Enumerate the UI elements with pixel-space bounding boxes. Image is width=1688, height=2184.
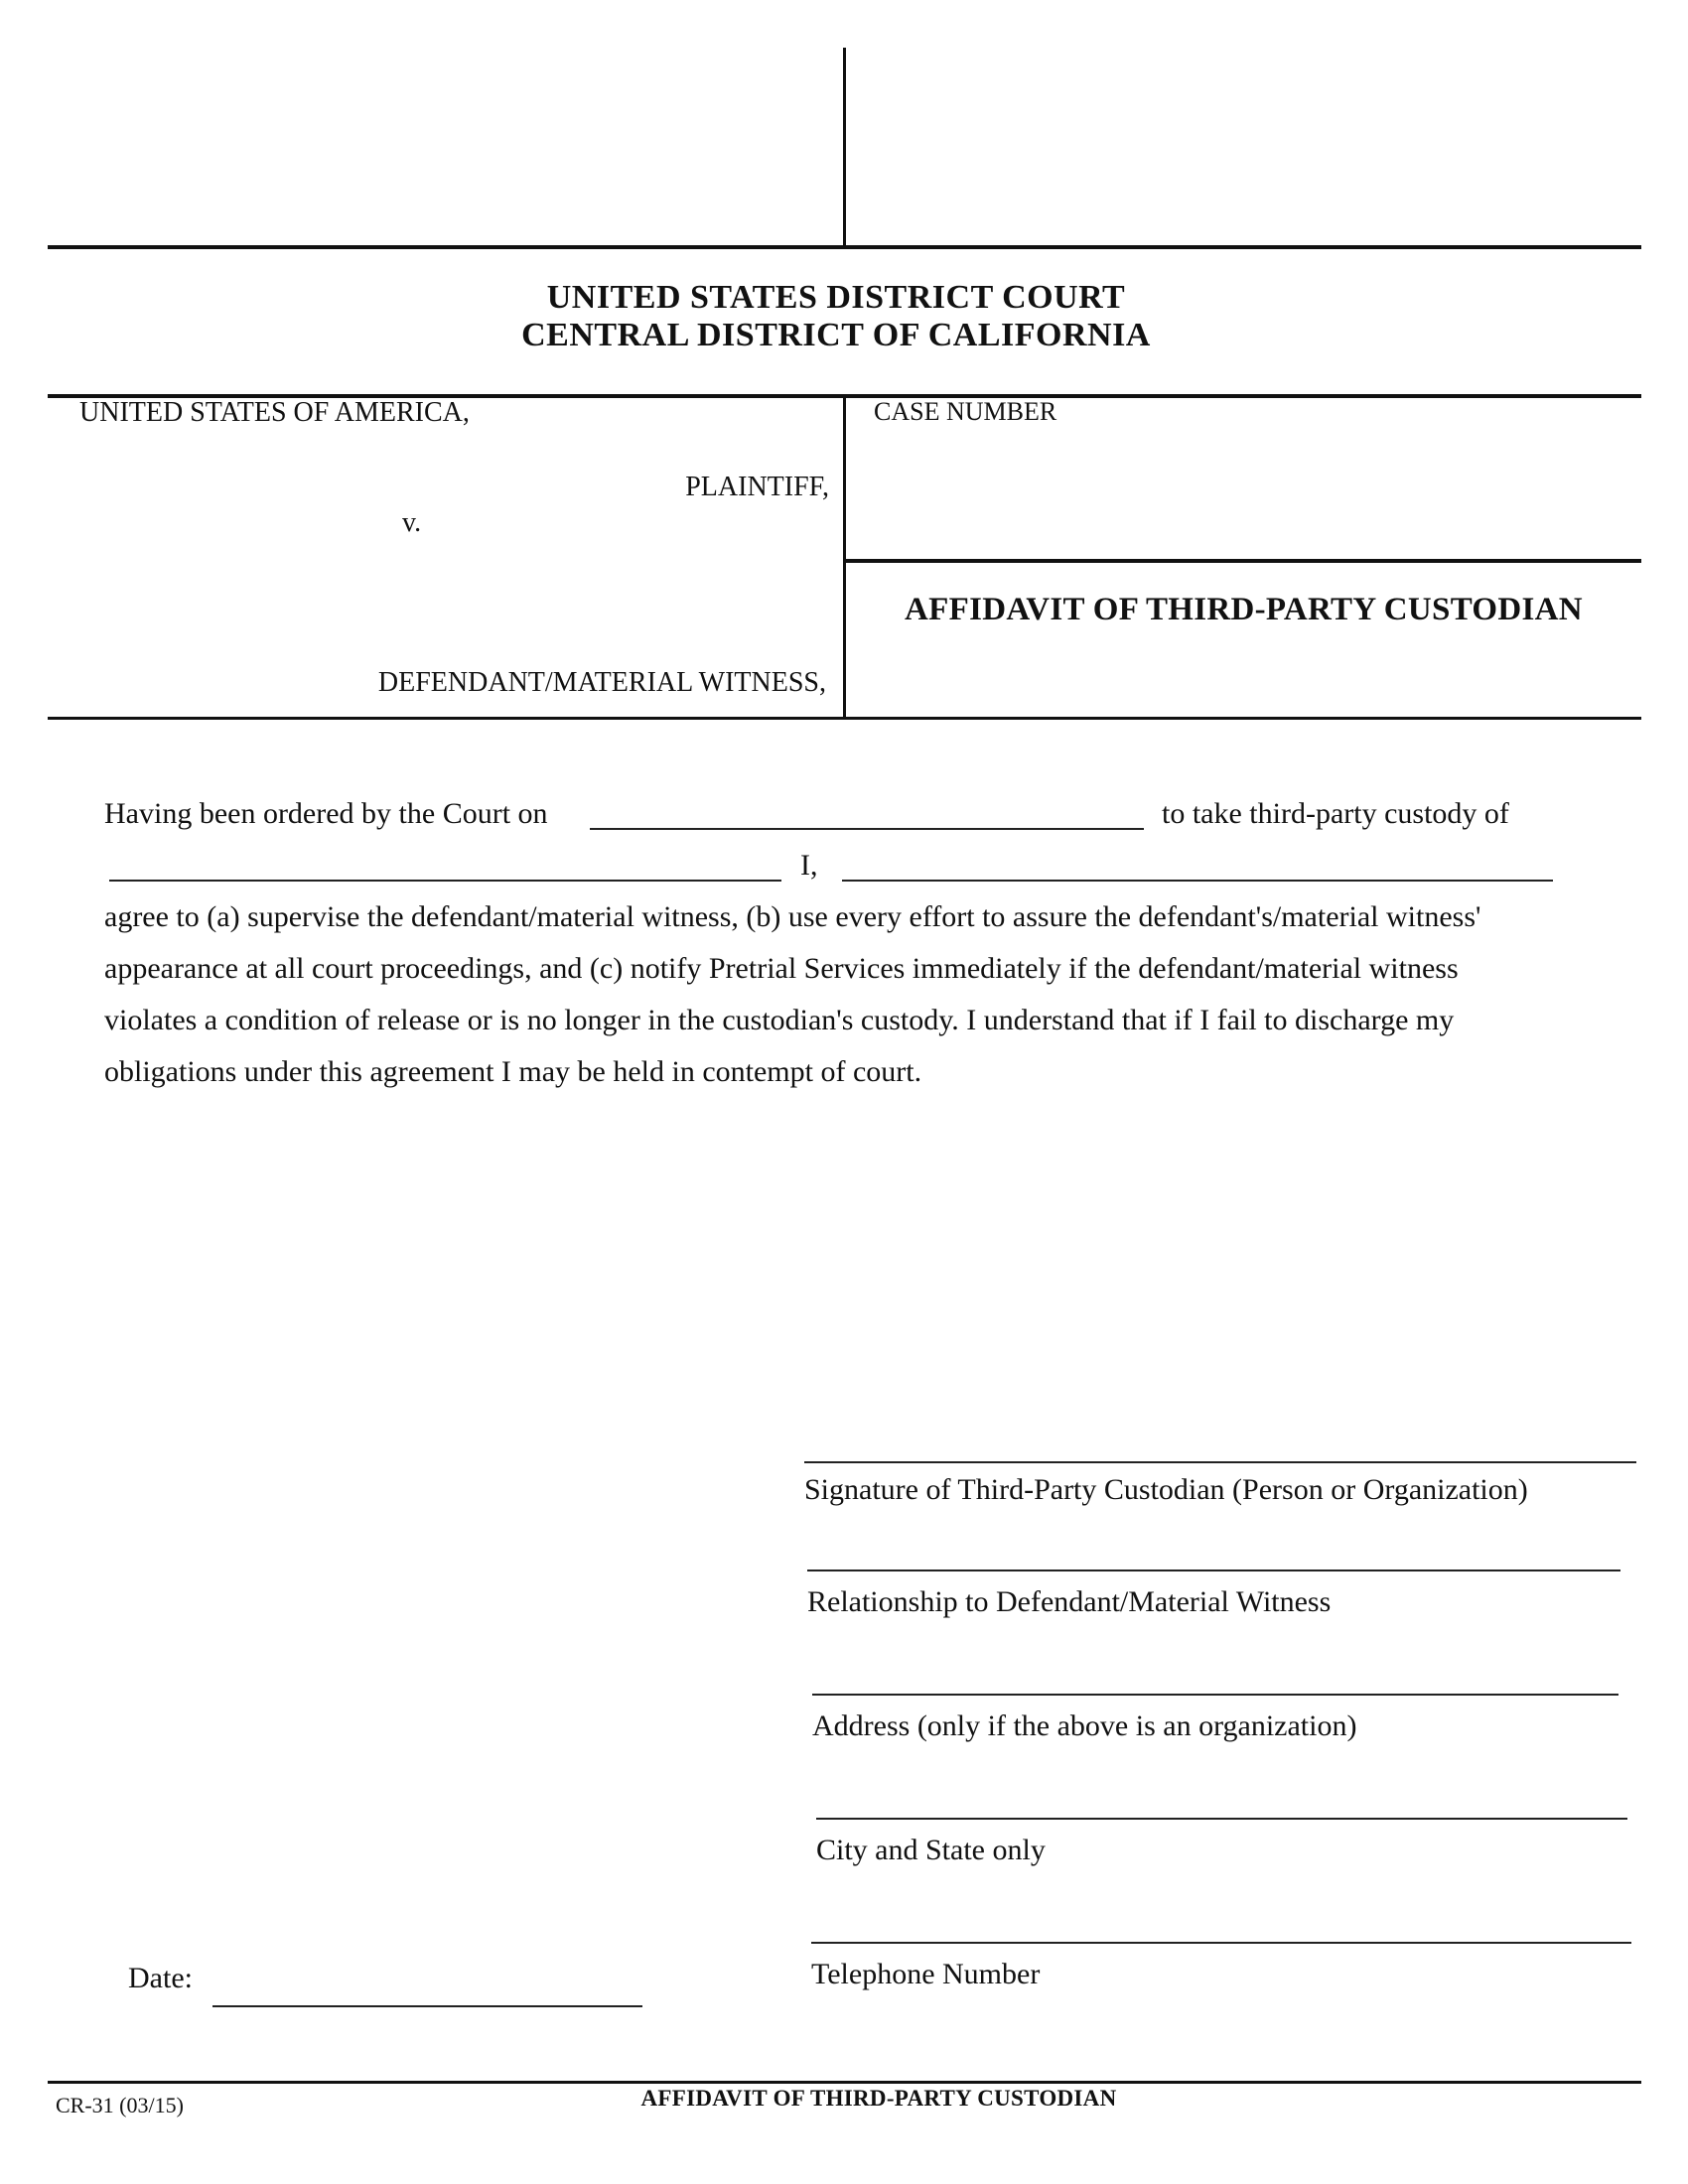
footer-rule [48, 2081, 1641, 2084]
footer-form-number: CR-31 (03/15) [56, 2093, 184, 2117]
body-line1-after-blank: to take third-party custody of [1162, 797, 1509, 830]
custody-of-blank[interactable] [109, 880, 781, 882]
relationship-label: Relationship to Defendant/Material Witness [807, 1585, 1332, 1618]
telephone-label: Telephone Number [811, 1958, 1041, 1990]
relationship-blank[interactable] [807, 1570, 1620, 1571]
body-paragraph-line4: appearance at all court proceedings, and (c) notify Pretrial Services immediately if the defendant/material witness [104, 952, 1459, 985]
body-line1-before-blank: Having been ordered by the Court on [104, 797, 548, 830]
court-title-line1: UNITED STATES DISTRICT COURT [546, 279, 1126, 316]
header-top-rule [48, 245, 1641, 249]
plaintiff-label: PLAINTIFF, [685, 472, 829, 502]
body-paragraph-line3: agree to (a) supervise the defendant/material witness, (b) use every effort to assure the defendant's/material witness' [104, 900, 1481, 933]
case-number-value[interactable] [874, 437, 1569, 477]
plaintiff-name: UNITED STATES OF AMERICA, [79, 397, 470, 428]
case-title-divider-rule [843, 559, 1641, 563]
address-blank[interactable] [812, 1694, 1618, 1696]
telephone-blank[interactable] [811, 1942, 1631, 1944]
city-state-blank[interactable] [816, 1818, 1627, 1820]
custodian-name-blank[interactable] [842, 880, 1553, 882]
header-vertical-divider-line [843, 48, 846, 247]
date-label: Date: [128, 1962, 193, 1994]
city-state-label: City and State only [816, 1834, 1046, 1866]
defendant-label: DEFENDANT/MATERIAL WITNESS, [377, 667, 826, 698]
caption-box-vertical-divider [843, 394, 846, 720]
body-line2-mid: I, [800, 849, 818, 882]
order-date-blank[interactable] [590, 828, 1144, 830]
date-blank[interactable] [212, 2005, 642, 2007]
footer-document-title: AFFIDAVIT OF THIRD-PARTY CUSTODIAN [640, 2086, 1117, 2111]
versus-label: v. [402, 507, 422, 538]
case-number-label: CASE NUMBER [874, 397, 1057, 426]
document-title: AFFIDAVIT OF THIRD-PARTY CUSTODIAN [905, 592, 1583, 627]
body-paragraph-line5: violates a condition of release or is no longer in the custodian's custody. I understand that if I fail to discharge my [104, 1004, 1455, 1036]
address-label: Address (only if the above is an organization) [812, 1709, 1357, 1742]
court-title-line2: CENTRAL DISTRICT OF CALIFORNIA [521, 317, 1151, 353]
signature-blank[interactable] [804, 1461, 1636, 1463]
body-paragraph-line6: obligations under this agreement I may be held in contempt of court. [104, 1055, 922, 1088]
signature-label: Signature of Third-Party Custodian (Person or Organization) [804, 1473, 1528, 1506]
